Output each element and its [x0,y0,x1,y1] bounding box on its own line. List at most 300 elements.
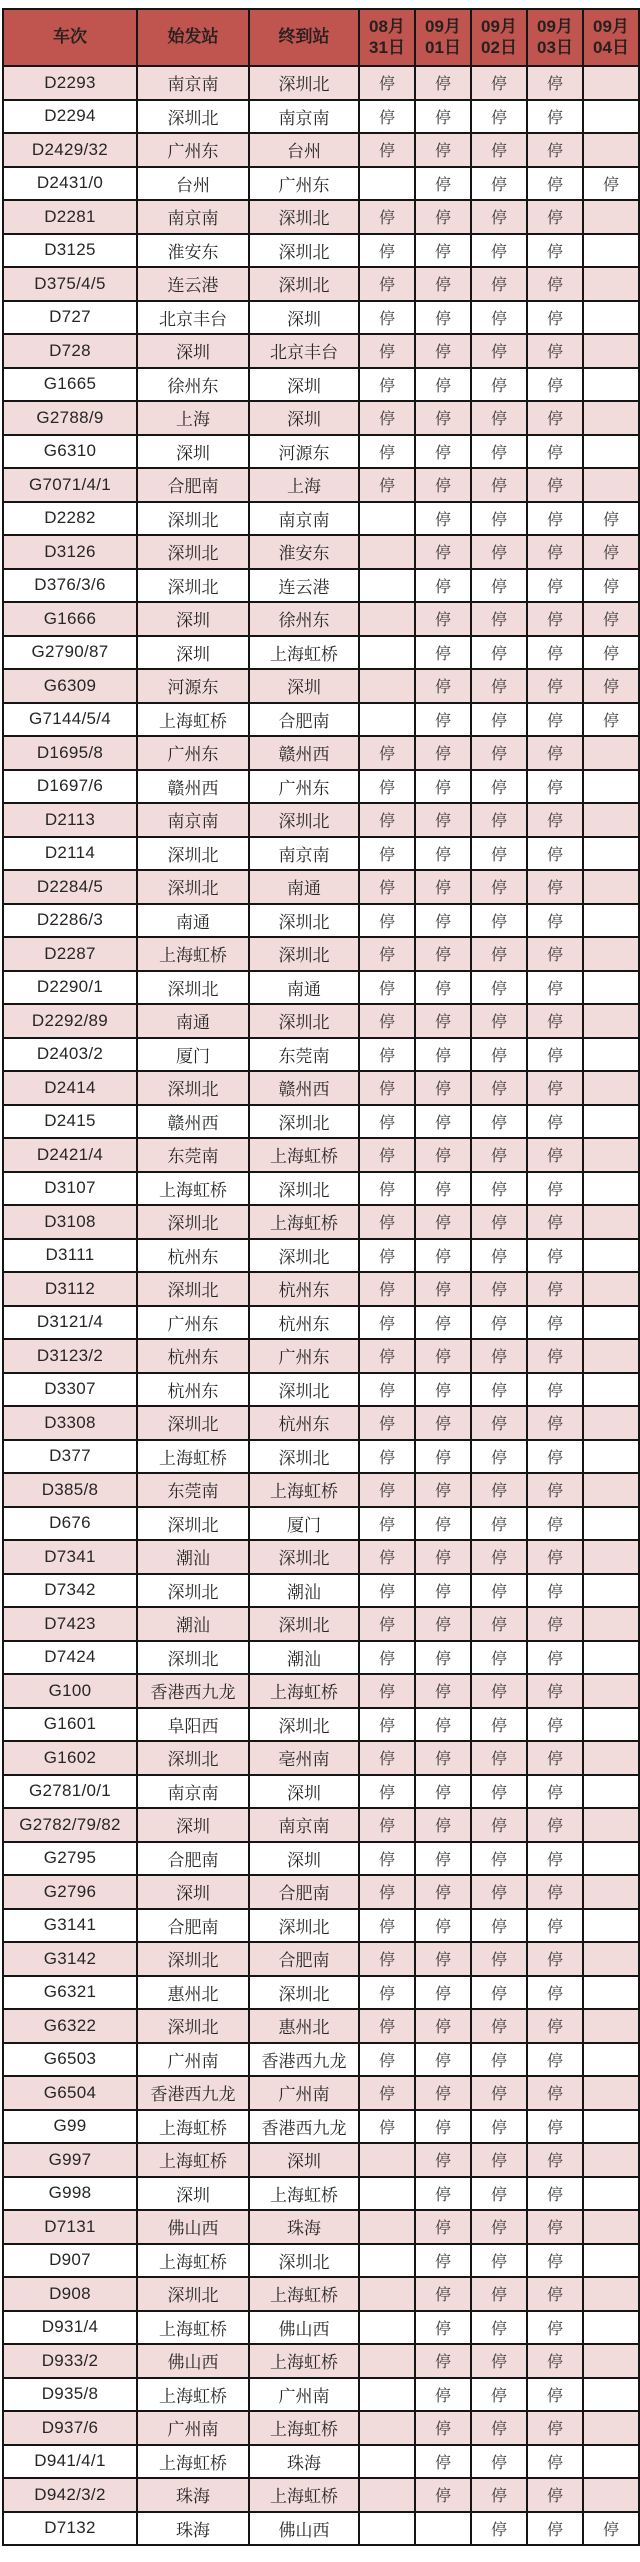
suspension-status-cell: 停 [359,2110,415,2144]
origin-station-cell: 赣州西 [137,770,249,804]
terminal-station-cell: 深圳北 [249,1373,359,1407]
table-row [3,1406,639,1440]
origin-station-cell: 淮安东 [137,234,249,268]
suspension-status-cell: 停 [415,2244,471,2278]
terminal-station-cell: 深圳 [249,368,359,402]
suspension-status-cell: 停 [527,1239,583,1273]
suspension-status-cell: 停 [527,870,583,904]
train-number-cell: G2788/9 [3,401,137,435]
suspension-status-cell: 停 [527,167,583,201]
suspension-status-cell: 停 [471,2076,527,2110]
table-row [3,1574,639,1608]
terminal-station-cell: 潮汕 [249,1574,359,1608]
suspension-status-cell: 停 [359,803,415,837]
suspension-status-cell: 停 [471,1440,527,1474]
terminal-station-cell: 连云港 [249,569,359,603]
suspension-status-cell: 停 [415,435,471,469]
suspension-status-cell: 停 [471,1976,527,2010]
suspension-status-cell [583,2177,639,2211]
suspension-status-cell: 停 [527,2143,583,2177]
train-number-cell: D7132 [3,2512,137,2546]
train-number-cell: D931/4 [3,2311,137,2345]
table-row [3,1239,639,1273]
origin-station-cell: 佛山西 [137,2210,249,2244]
table-row [3,2076,639,2110]
suspension-status-cell: 停 [415,2076,471,2110]
suspension-status-cell: 停 [471,1172,527,1206]
suspension-status-cell: 停 [471,401,527,435]
suspension-status-cell: 停 [415,234,471,268]
train-number-cell: D2114 [3,837,137,871]
suspension-status-cell: 停 [471,133,527,167]
suspension-status-cell: 停 [471,1808,527,1842]
table-row [3,569,639,603]
table-row [3,2143,639,2177]
suspension-status-cell: 停 [471,736,527,770]
suspension-status-cell: 停 [359,1406,415,1440]
suspension-status-cell: 停 [415,1373,471,1407]
suspension-status-cell: 停 [359,1339,415,1373]
suspension-status-cell: 停 [415,1808,471,1842]
suspension-status-cell [583,200,639,234]
origin-station-cell: 深圳 [137,1808,249,1842]
suspension-status-cell [583,1440,639,1474]
suspension-status-cell: 停 [527,1909,583,1943]
suspension-status-cell: 停 [415,1306,471,1340]
suspension-status-cell: 停 [359,870,415,904]
suspension-status-cell [583,1909,639,1943]
origin-station-cell: 南通 [137,904,249,938]
suspension-status-cell: 停 [527,837,583,871]
table-row [3,2445,639,2479]
origin-station-cell: 杭州东 [137,1239,249,1273]
suspension-status-cell: 停 [527,502,583,536]
terminal-station-cell: 深圳北 [249,1976,359,2010]
suspension-status-cell: 停 [527,468,583,502]
train-number-cell: D3125 [3,234,137,268]
column-header-date-0901 [415,9,471,66]
terminal-station-cell: 深圳北 [249,200,359,234]
date-day: 31日 [369,37,405,57]
column-header-origin-station: 始发站 [137,9,249,66]
origin-station-cell: 香港西九龙 [137,2076,249,2110]
suspension-status-cell [583,100,639,134]
train-number-cell: G1666 [3,602,137,636]
origin-station-cell: 深圳北 [137,535,249,569]
suspension-status-cell: 停 [527,2210,583,2244]
suspension-status-cell [583,1808,639,1842]
suspension-status-cell: 停 [415,2177,471,2211]
suspension-status-cell: 停 [583,636,639,670]
terminal-station-cell: 南通 [249,870,359,904]
terminal-station-cell: 深圳北 [249,1440,359,1474]
suspension-status-cell [583,1607,639,1641]
origin-station-cell: 南京南 [137,200,249,234]
suspension-status-cell: 停 [527,301,583,335]
suspension-status-cell: 停 [471,1038,527,1072]
suspension-status-cell: 停 [583,167,639,201]
suspension-status-cell: 停 [527,1674,583,1708]
table-row [3,1674,639,1708]
column-header-terminal-station: 终到站 [249,9,359,66]
origin-station-cell: 东莞南 [137,1138,249,1172]
suspension-status-cell: 停 [415,2210,471,2244]
suspension-status-cell: 停 [527,1507,583,1541]
suspension-status-cell: 停 [583,502,639,536]
table-row [3,535,639,569]
suspension-status-cell: 停 [359,401,415,435]
terminal-station-cell: 深圳北 [249,1004,359,1038]
suspension-status-cell: 停 [415,602,471,636]
train-number-cell: D2287 [3,937,137,971]
terminal-station-cell: 上海虹桥 [249,2478,359,2512]
train-number-cell: D377 [3,1440,137,1474]
train-number-cell: D7342 [3,1574,137,1608]
suspension-status-cell: 停 [527,267,583,301]
suspension-status-cell: 停 [471,1641,527,1675]
suspension-status-cell: 停 [359,1842,415,1876]
table-row [3,167,639,201]
table-row [3,2512,639,2546]
suspension-status-cell [583,2344,639,2378]
suspension-status-cell: 停 [527,234,583,268]
table-row [3,1708,639,1742]
table-row [3,334,639,368]
suspension-status-cell: 停 [471,1942,527,1976]
table-row [3,1105,639,1139]
suspension-status-cell: 停 [415,100,471,134]
suspension-status-cell [583,1741,639,1775]
train-number-cell: G100 [3,1674,137,1708]
terminal-station-cell: 南京南 [249,1808,359,1842]
terminal-station-cell: 深圳北 [249,1105,359,1139]
suspension-status-cell: 停 [471,1842,527,1876]
suspension-status-cell: 停 [471,1205,527,1239]
terminal-station-cell: 深圳北 [249,1540,359,1574]
suspension-status-cell: 停 [359,200,415,234]
terminal-station-cell: 厦门 [249,1507,359,1541]
origin-station-cell: 合肥南 [137,468,249,502]
suspension-status-cell: 停 [415,837,471,871]
suspension-status-cell [583,133,639,167]
train-number-cell: D937/6 [3,2411,137,2445]
terminal-station-cell: 上海虹桥 [249,2177,359,2211]
suspension-status-cell: 停 [471,200,527,234]
table-row [3,1507,639,1541]
suspension-status-cell: 停 [359,1976,415,2010]
suspension-status-cell: 停 [415,267,471,301]
suspension-status-cell: 停 [415,1004,471,1038]
origin-station-cell: 深圳北 [137,1272,249,1306]
suspension-status-cell: 停 [359,468,415,502]
origin-station-cell: 合肥南 [137,1842,249,1876]
suspension-status-cell: 停 [471,770,527,804]
suspension-status-cell: 停 [527,1205,583,1239]
terminal-station-cell: 杭州东 [249,1306,359,1340]
origin-station-cell: 南京南 [137,803,249,837]
suspension-status-cell: 停 [359,435,415,469]
suspension-status-cell: 停 [527,2378,583,2412]
suspension-status-cell: 停 [527,2311,583,2345]
suspension-status-cell: 停 [415,803,471,837]
suspension-status-cell: 停 [415,1574,471,1608]
table-row [3,1909,639,1943]
date-day: 04日 [593,37,629,57]
suspension-status-cell [583,1306,639,1340]
train-number-cell: G6310 [3,435,137,469]
date-month: 09月 [593,16,629,36]
suspension-status-cell [583,1574,639,1608]
terminal-station-cell: 广州南 [249,2378,359,2412]
train-number-cell: G1602 [3,1741,137,1775]
terminal-station-cell: 徐州东 [249,602,359,636]
terminal-station-cell: 珠海 [249,2210,359,2244]
date-day: 03日 [537,37,573,57]
table-row [3,803,639,837]
suspension-status-cell: 停 [583,569,639,603]
suspension-status-cell: 停 [527,334,583,368]
suspension-status-cell: 停 [527,2478,583,2512]
suspension-status-cell [583,1205,639,1239]
suspension-status-cell: 停 [527,1775,583,1809]
suspension-status-cell [583,2478,639,2512]
date-month: 09月 [425,16,461,36]
suspension-status-cell [583,837,639,871]
train-number-cell: D2421/4 [3,1138,137,1172]
origin-station-cell: 广州南 [137,2043,249,2077]
suspension-status-cell: 停 [415,636,471,670]
suspension-status-cell: 停 [359,2043,415,2077]
suspension-status-cell: 停 [527,703,583,737]
suspension-status-cell: 停 [359,1071,415,1105]
table-row [3,2009,639,2043]
table-row [3,937,639,971]
train-number-cell: D728 [3,334,137,368]
train-number-cell: G2795 [3,1842,137,1876]
train-number-cell: D3308 [3,1406,137,1440]
suspension-status-cell: 停 [527,736,583,770]
origin-station-cell: 深圳北 [137,1641,249,1675]
origin-station-cell: 上海虹桥 [137,2244,249,2278]
suspension-status-cell: 停 [415,2478,471,2512]
terminal-station-cell: 上海虹桥 [249,1473,359,1507]
suspension-status-cell: 停 [471,1373,527,1407]
suspension-status-cell: 停 [471,937,527,971]
suspension-status-cell: 停 [359,1507,415,1541]
suspension-status-cell [583,2076,639,2110]
suspension-status-cell [583,2143,639,2177]
suspension-status-cell: 停 [471,2210,527,2244]
table-row [3,1875,639,1909]
table-row [3,2344,639,2378]
suspension-status-cell: 停 [359,1574,415,1608]
column-header-date-0903 [527,9,583,66]
train-suspension-table [2,8,640,2546]
suspension-status-cell: 停 [415,1473,471,1507]
suspension-status-cell: 停 [415,971,471,1005]
terminal-station-cell: 合肥南 [249,1942,359,1976]
suspension-status-cell: 停 [415,167,471,201]
suspension-status-cell: 停 [415,1775,471,1809]
origin-station-cell: 上海虹桥 [137,1172,249,1206]
suspension-status-cell: 停 [527,1540,583,1574]
suspension-status-cell: 停 [415,2411,471,2445]
table-body [3,66,639,2545]
table-row [3,1641,639,1675]
suspension-status-cell: 停 [415,301,471,335]
terminal-station-cell: 赣州西 [249,1071,359,1105]
terminal-station-cell: 深圳 [249,1775,359,1809]
suspension-status-cell: 停 [359,971,415,1005]
suspension-status-cell: 停 [471,1607,527,1641]
table-row [3,100,639,134]
origin-station-cell: 南京南 [137,66,249,100]
suspension-status-cell [359,703,415,737]
suspension-status-cell: 停 [359,1741,415,1775]
table-row [3,770,639,804]
suspension-status-cell [583,971,639,1005]
train-number-cell: D2282 [3,502,137,536]
terminal-station-cell: 上海虹桥 [249,1138,359,1172]
terminal-station-cell: 深圳北 [249,1909,359,1943]
origin-station-cell: 深圳北 [137,1071,249,1105]
train-number-cell: D2292/89 [3,1004,137,1038]
suspension-status-cell: 停 [415,200,471,234]
train-number-cell: D2403/2 [3,1038,137,1072]
table-row [3,1775,639,1809]
terminal-station-cell: 香港西九龙 [249,2043,359,2077]
origin-station-cell: 珠海 [137,2512,249,2546]
table-row [3,401,639,435]
suspension-status-cell: 停 [359,301,415,335]
suspension-status-cell: 停 [471,1105,527,1139]
train-number-cell: D933/2 [3,2344,137,2378]
terminal-station-cell: 佛山西 [249,2512,359,2546]
train-number-cell: G997 [3,2143,137,2177]
suspension-status-cell: 停 [471,1741,527,1775]
train-number-cell: D375/4/5 [3,267,137,301]
suspension-status-cell [583,1339,639,1373]
origin-station-cell: 潮汕 [137,1540,249,1574]
train-number-cell: D908 [3,2277,137,2311]
suspension-status-cell: 停 [415,1942,471,1976]
suspension-status-cell: 停 [415,870,471,904]
suspension-status-cell: 停 [415,2311,471,2345]
suspension-status-cell: 停 [415,1875,471,1909]
table-row [3,1473,639,1507]
suspension-status-cell: 停 [359,133,415,167]
train-number-cell: G2790/87 [3,636,137,670]
suspension-status-cell: 停 [471,971,527,1005]
suspension-status-cell: 停 [527,770,583,804]
origin-station-cell: 深圳 [137,435,249,469]
suspension-status-cell [583,1540,639,1574]
suspension-status-cell: 停 [471,502,527,536]
terminal-station-cell: 东莞南 [249,1038,359,1072]
suspension-status-cell: 停 [527,435,583,469]
terminal-station-cell: 南京南 [249,837,359,871]
suspension-status-cell: 停 [471,1138,527,1172]
suspension-status-cell: 停 [471,1775,527,1809]
suspension-status-cell: 停 [471,435,527,469]
table-row [3,200,639,234]
suspension-status-cell: 停 [471,870,527,904]
table-row [3,1138,639,1172]
suspension-status-cell [583,803,639,837]
suspension-status-cell: 停 [415,535,471,569]
table-row [3,1842,639,1876]
suspension-status-cell: 停 [527,2076,583,2110]
terminal-station-cell: 广州东 [249,167,359,201]
suspension-status-cell [583,1708,639,1742]
table-row [3,736,639,770]
origin-station-cell: 深圳北 [137,1574,249,1608]
suspension-status-cell [583,66,639,100]
terminal-station-cell: 广州南 [249,2076,359,2110]
origin-station-cell: 上海虹桥 [137,2143,249,2177]
train-number-cell: D2294 [3,100,137,134]
train-number-cell: G6322 [3,2009,137,2043]
suspension-status-cell: 停 [415,2143,471,2177]
column-header-date-0902 [471,9,527,66]
origin-station-cell: 珠海 [137,2478,249,2512]
origin-station-cell: 徐州东 [137,368,249,402]
origin-station-cell: 深圳 [137,1875,249,1909]
train-number-cell: D2415 [3,1105,137,1139]
suspension-status-cell: 停 [527,1842,583,1876]
train-number-cell: D7423 [3,1607,137,1641]
suspension-status-cell: 停 [527,2177,583,2211]
suspension-status-cell: 停 [527,904,583,938]
suspension-status-cell: 停 [527,2009,583,2043]
suspension-status-cell: 停 [415,1440,471,1474]
table-row [3,301,639,335]
suspension-status-cell: 停 [527,803,583,837]
table-row [3,502,639,536]
train-number-cell: D907 [3,2244,137,2278]
suspension-status-cell [583,937,639,971]
column-header-date-0904 [583,9,639,66]
train-number-cell: G1601 [3,1708,137,1742]
suspension-status-cell: 停 [415,401,471,435]
suspension-status-cell [359,2411,415,2445]
suspension-status-cell: 停 [527,636,583,670]
table-row [3,971,639,1005]
suspension-status-cell: 停 [527,2445,583,2479]
terminal-station-cell: 亳州南 [249,1741,359,1775]
table-row [3,2043,639,2077]
table-row [3,2177,639,2211]
origin-station-cell: 连云港 [137,267,249,301]
suspension-status-cell: 停 [471,1339,527,1373]
train-number-cell: D376/3/6 [3,569,137,603]
suspension-status-cell: 停 [415,1540,471,1574]
suspension-status-cell: 停 [471,2009,527,2043]
table-row [3,1741,639,1775]
suspension-status-cell [359,2512,415,2546]
suspension-status-cell: 停 [527,2344,583,2378]
origin-station-cell: 南通 [137,1004,249,1038]
train-number-cell: D941/4/1 [3,2445,137,2479]
suspension-status-cell: 停 [471,2478,527,2512]
table-row [3,435,639,469]
table-row [3,636,639,670]
origin-station-cell: 上海虹桥 [137,2311,249,2345]
suspension-status-cell: 停 [359,837,415,871]
suspension-status-cell [583,2445,639,2479]
table-row [3,1942,639,1976]
terminal-station-cell: 深圳 [249,1842,359,1876]
